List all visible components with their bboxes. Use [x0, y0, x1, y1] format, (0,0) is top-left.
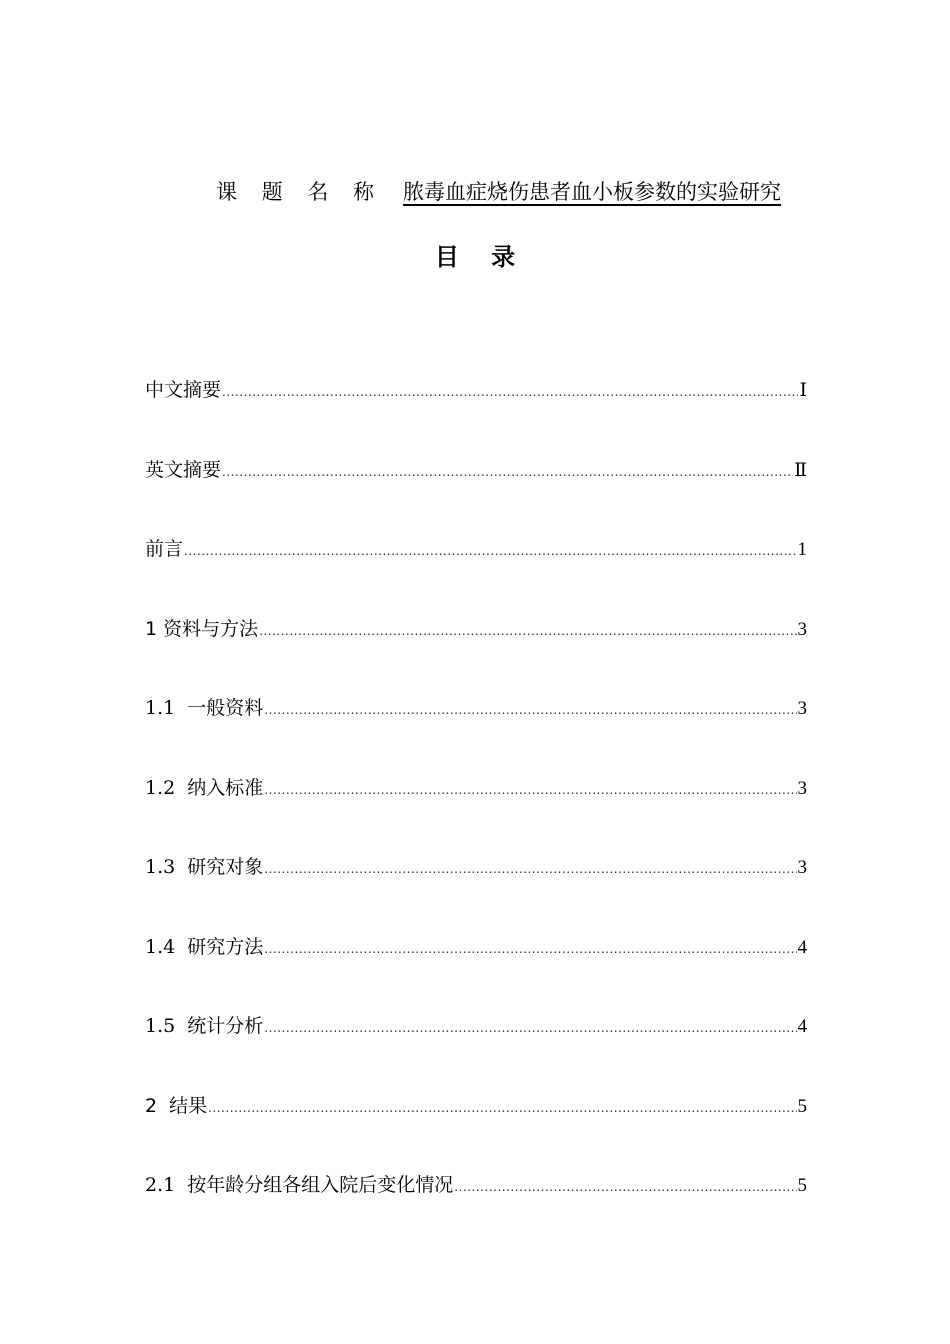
- toc-dot-leader: [222, 454, 793, 490]
- toc-entry-title: 1 资料与方法: [145, 617, 259, 640]
- toc-entry-title: 英文摘要: [145, 458, 222, 481]
- toc-entry[interactable]: [145, 770, 807, 850]
- toc-entry[interactable]: [145, 531, 807, 611]
- toc-entry-title: 2.1 按年龄分组各组入院后变化情况: [145, 1174, 454, 1196]
- toc-entry[interactable]: [145, 1167, 807, 1247]
- toc-entry-page: 1: [797, 539, 807, 560]
- toc-dot-leader: [264, 851, 796, 887]
- toc-entry[interactable]: [145, 372, 807, 452]
- toc-entry-title: 1.5 统计分析: [145, 1015, 264, 1037]
- toc-heading: 目 录: [434, 243, 528, 271]
- toc-entry-page: 3: [797, 698, 807, 719]
- toc-entry[interactable]: [145, 690, 807, 770]
- toc-entry-title: 1.2 纳入标准: [145, 776, 264, 799]
- subject-label: 课 题 名 称: [216, 180, 384, 204]
- toc-entry-page: 3: [797, 618, 807, 640]
- toc-entry-page: 4: [797, 1016, 807, 1037]
- toc-entry-title: 中文摘要: [145, 379, 222, 401]
- toc-entry[interactable]: [145, 849, 807, 929]
- toc-entry-title: 1.1 一般资料: [145, 697, 264, 719]
- toc-dot-leader: [222, 374, 798, 410]
- toc-entry[interactable]: [145, 1088, 807, 1168]
- toc-entry-page: 3: [797, 777, 807, 799]
- toc-dot-leader: [184, 533, 796, 569]
- toc-entry-page: Ⅱ: [794, 459, 807, 481]
- toc-entry-page: 5: [797, 1175, 807, 1196]
- toc-dot-leader: [208, 1090, 796, 1126]
- toc-entry-page: 3: [797, 857, 807, 878]
- toc-entry-title: 1.3 研究对象: [145, 856, 264, 878]
- toc-dot-leader: [259, 613, 796, 649]
- subject-line: [216, 176, 816, 208]
- subject-title: 脓毒血症烧伤患者血小板参数的实验研究: [403, 180, 782, 204]
- toc-entry[interactable]: [145, 452, 807, 532]
- toc-dot-leader: [264, 1010, 796, 1046]
- toc-entry[interactable]: [145, 1008, 807, 1088]
- toc-list: [145, 372, 807, 1247]
- toc-entry[interactable]: [145, 929, 807, 1009]
- toc-entry-title: 1.4 研究方法: [145, 935, 264, 958]
- toc-dot-leader: [264, 772, 796, 808]
- toc-dot-leader: [264, 931, 796, 967]
- toc-entry-page: Ⅰ: [799, 380, 807, 401]
- toc-entry-page: 5: [797, 1095, 807, 1117]
- toc-entry-page: 4: [797, 936, 807, 958]
- toc-entry-title: 前言: [145, 538, 184, 560]
- toc-entry-title: 2 结果: [145, 1094, 208, 1117]
- toc-dot-leader: [264, 692, 796, 728]
- toc-entry[interactable]: [145, 611, 807, 691]
- toc-dot-leader: [454, 1169, 796, 1205]
